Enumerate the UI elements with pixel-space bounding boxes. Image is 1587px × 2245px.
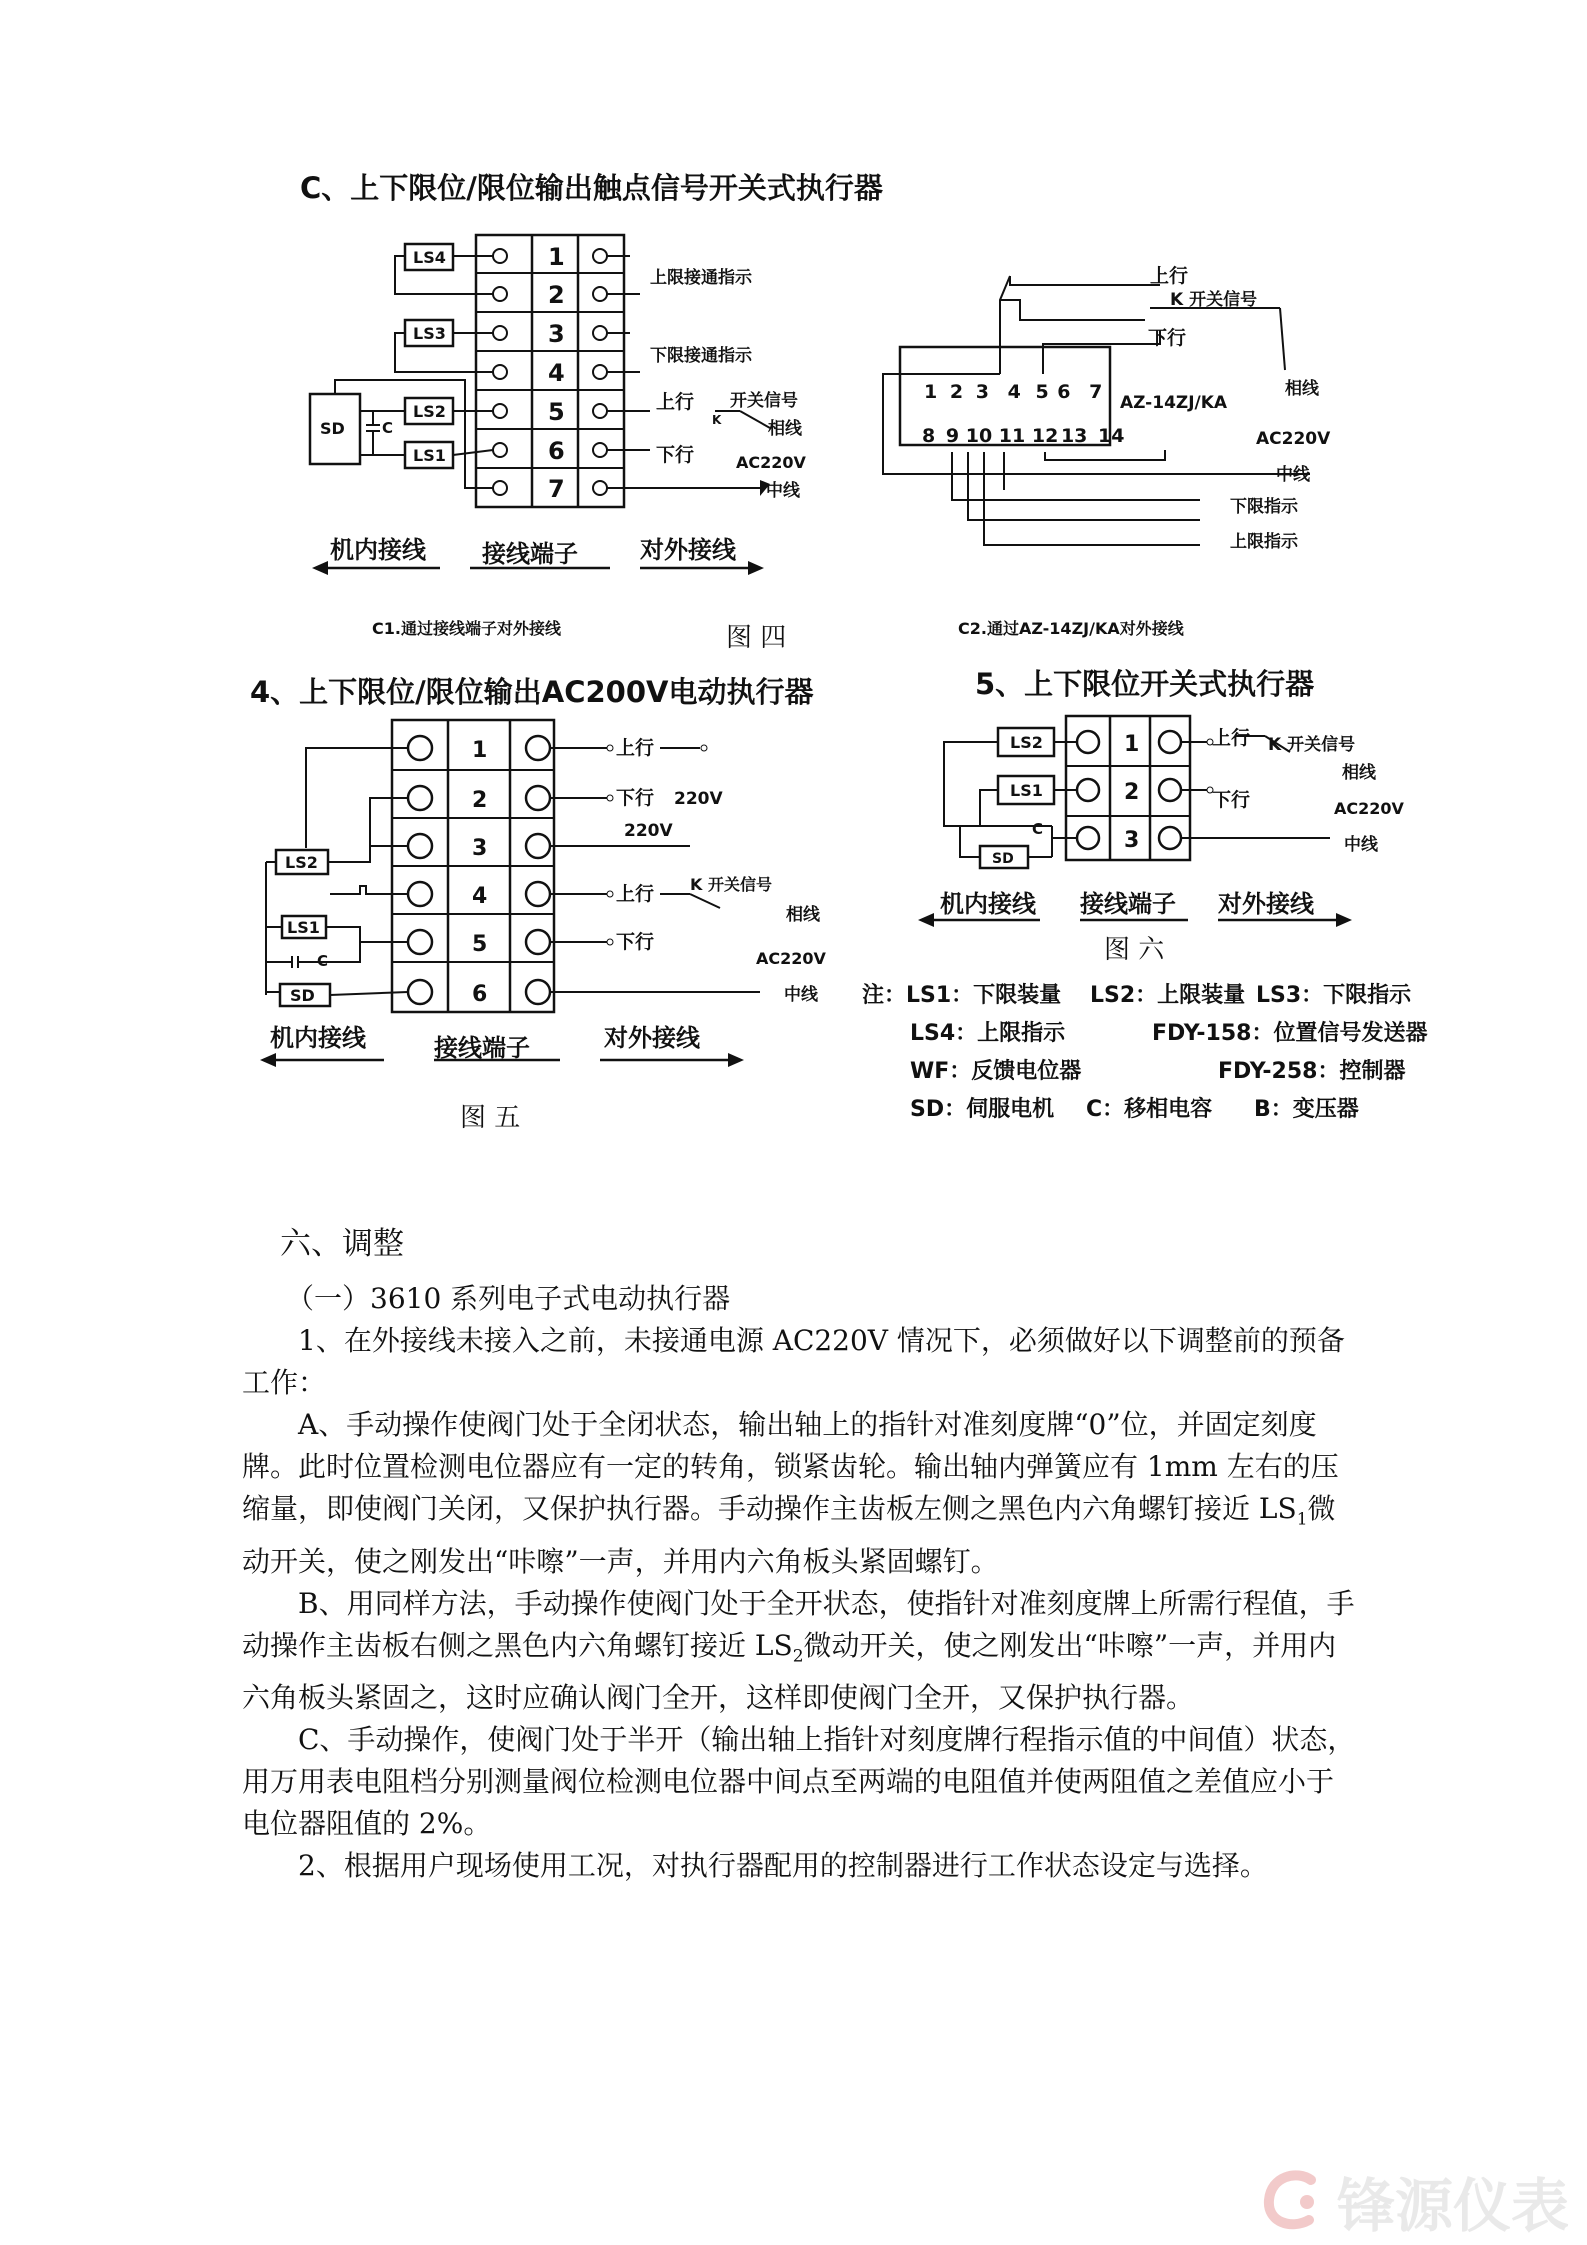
c1-up: 上行	[656, 391, 695, 413]
c1-neutral: 中线	[766, 481, 800, 501]
fig5-label: 图 五	[460, 1103, 521, 1133]
c2-down: 下行	[1148, 327, 1187, 349]
f6-ls1: LS1	[1010, 781, 1043, 800]
paragraph-1: 1、在外接线未接入之前，未接通电源 AC220V 情况下，必须做好以下调整前的预备工作：	[242, 1324, 1345, 1399]
diagram-fig6	[918, 716, 1405, 927]
f5-ls2: LS2	[285, 853, 318, 872]
fig4-title: C、上下限位/限位输出触点信号开关式执行器	[300, 171, 883, 205]
section-heading: 六、调整	[280, 1226, 404, 1262]
note-3b: FDY-258：控制器	[1218, 1059, 1406, 1084]
f6-ac220v: AC220V	[1334, 799, 1404, 818]
c1-terminal-6: 6	[548, 437, 565, 465]
paragraph-b: B、用同样方法，手动操作使阀门处于全开状态，使指针对准刻度牌上所需行程值，手动操作主齿板右侧之黑色内六角螺钉接近 $LS_2$微动开关，使之刚发出“咔嚓”一声，并用内六角板头紧固之，这时应确认阀门全开，这样即使阀门全开，又保护执行器。	[242, 1586, 1355, 1715]
f5-arrow-terminal: 接线端子	[434, 1034, 530, 1062]
c1-upper-indicator: 上限接通指示	[650, 268, 752, 288]
f5-arrow-inner: 机内接线	[270, 1024, 366, 1052]
f5-neutral: 中线	[784, 985, 818, 1005]
c1-terminal-5: 5	[548, 398, 565, 426]
note-1b: LS2：上限装量	[1090, 983, 1246, 1008]
f6-capacitor-label: C	[1032, 820, 1044, 838]
f5-k-switch: K 开关信号	[690, 875, 772, 894]
c1-ls4: LS4	[413, 248, 446, 267]
f5-ac220v: AC220V	[756, 949, 826, 968]
c2-k-switch: K 开关信号	[1170, 290, 1258, 310]
f5-arrow-outer: 对外接线	[604, 1024, 700, 1052]
f5-sd: SD	[290, 986, 315, 1005]
note-3a: WF：反馈电位器	[910, 1059, 1082, 1084]
brand-logo-icon	[1257, 2166, 1327, 2236]
f6-ls2: LS2	[1010, 733, 1043, 752]
f6-k-switch: K 开关信号	[1268, 735, 1356, 755]
paragraph-c: C、手动操作，使阀门处于半开（输出轴上指针对刻度牌行程指示值的中间值）状态，用万用表电阻档分别测量阀位检测电位器中间点至两端的电阻值并使两阻值之差值应小于电位器阻值的 2%。	[242, 1723, 1356, 1841]
c1-capacitor-label: C	[382, 419, 394, 437]
f6-arrow-inner: 机内接线	[940, 890, 1036, 918]
legend-notes	[862, 982, 1427, 1122]
c1-lower-indicator: 下限接通指示	[650, 346, 752, 366]
f5-down-2: 下行	[616, 787, 655, 809]
c2-up: 上行	[1150, 265, 1189, 287]
f5-down-5: 下行	[616, 931, 655, 953]
c1-ac220v: AC220V	[736, 453, 806, 472]
f5-ls1: LS1	[287, 918, 320, 937]
c2-ac220v: AC220V	[1256, 429, 1331, 449]
c1-arrow-terminal: 接线端子	[482, 540, 578, 568]
c1-sd: SD	[320, 419, 345, 438]
note-4a: SD：伺服电机	[910, 1097, 1055, 1122]
f6-phase: 相线	[1342, 763, 1376, 783]
c1-ls2: LS2	[413, 402, 446, 421]
c2-neutral: 中线	[1276, 465, 1310, 485]
fig6-label: 图 六	[1104, 935, 1165, 965]
paragraph-a: A、手动操作使阀门处于全闭状态，输出轴上的指针对准刻度牌“0”位，并固定刻度牌。此时位置检测电位器应有一定的转角，锁紧齿轮。输出轴内弹簧应有 1mm 左右的压缩量，即使阀门关闭，又保护执行器。手动操作主齿板左侧之黑色内六角螺钉接近 $LS_1$微动开关，使之刚发出“咔嚓”一声，并用内六角板头紧固螺钉。	[242, 1408, 1339, 1578]
subsection-title: （一）3610 系列电子式电动执行器	[286, 1282, 731, 1315]
fig6-title: 5、上下限位开关式执行器	[975, 667, 1315, 701]
diagram-c2	[883, 264, 1331, 638]
f5-terminal-4: 4	[472, 884, 488, 909]
note-1c: LS3：下限指示	[1256, 983, 1412, 1008]
f6-arrow-outer: 对外接线	[1218, 890, 1314, 918]
watermark-text: 锋源仪表	[1336, 2172, 1569, 2240]
fig5-title: 4、上下限位/限位输出AC200V电动执行器	[250, 675, 814, 709]
c2-pins-bottom: 8 9 10 11 12 13 14	[922, 425, 1125, 447]
c2-lower-indicator: 下限指示	[1230, 497, 1298, 517]
f6-down: 下行	[1212, 789, 1251, 811]
f5-capacitor-label: C	[317, 952, 329, 970]
fig4-label: 图 四	[726, 623, 787, 653]
c1-terminal-1: 1	[548, 243, 565, 271]
c1-arrow-outer: 对外接线	[640, 536, 736, 564]
f5-phase: 相线	[786, 905, 820, 925]
c1-switch-signal: 开关信号	[730, 391, 798, 411]
paragraph-2: 2、根据用户现场使用工况，对执行器配用的控制器进行工作状态设定与选择。	[298, 1849, 1268, 1883]
c1-terminal-4: 4	[548, 359, 565, 387]
f6-sd: SD	[992, 851, 1014, 867]
f6-terminal-2: 2	[1124, 780, 1140, 805]
f6-arrow-terminal: 接线端子	[1080, 890, 1176, 918]
f5-terminal-6: 6	[472, 982, 488, 1007]
note-2a: LS4：上限指示	[910, 1021, 1066, 1046]
f5-terminal-1: 1	[472, 738, 488, 763]
note-1a: 注：LS1：下限装量	[862, 983, 1062, 1008]
c2-pins-top: 1 2 3 4 5 6 7	[924, 381, 1103, 403]
f5-up-4: 上行	[616, 883, 655, 905]
c1-k: K	[712, 413, 722, 427]
note-2b: FDY-158：位置信号发送器	[1152, 1021, 1428, 1046]
c1-phase: 相线	[768, 419, 802, 439]
note-4b: C：移相电容	[1086, 1097, 1213, 1122]
f6-up: 上行	[1212, 727, 1251, 749]
c2-caption: C2.通过AZ-14ZJ/KA对外接线	[958, 619, 1184, 638]
section-body	[242, 1278, 1360, 1887]
diagram-fig5	[260, 720, 827, 1067]
note-4c: B：变压器	[1254, 1097, 1359, 1122]
f5-terminal-5: 5	[472, 932, 488, 957]
diagram-c1	[310, 235, 807, 638]
f5-220v-b: 220V	[624, 821, 673, 841]
c2-phase: 相线	[1285, 379, 1319, 399]
c1-terminal-3: 3	[548, 320, 565, 348]
f5-terminal-3: 3	[472, 836, 488, 861]
f5-terminal-2: 2	[472, 788, 488, 813]
f5-220v-a: 220V	[674, 789, 723, 809]
f5-up-1: 上行	[616, 737, 655, 759]
f6-neutral: 中线	[1344, 835, 1378, 855]
c1-terminal-7: 7	[548, 475, 565, 503]
c2-upper-indicator: 上限指示	[1230, 532, 1298, 552]
f6-terminal-3: 3	[1124, 828, 1140, 853]
c1-down: 下行	[656, 444, 695, 466]
watermark	[1257, 2159, 1569, 2243]
c1-ls1: LS1	[413, 446, 446, 465]
f6-terminal-1: 1	[1124, 732, 1140, 757]
c1-arrow-inner: 机内接线	[330, 536, 426, 564]
c1-terminal-2: 2	[548, 281, 565, 309]
c1-caption: C1.通过接线端子对外接线	[372, 619, 561, 638]
c2-model: AZ-14ZJ/KA	[1120, 393, 1228, 413]
c1-ls3: LS3	[413, 324, 446, 343]
